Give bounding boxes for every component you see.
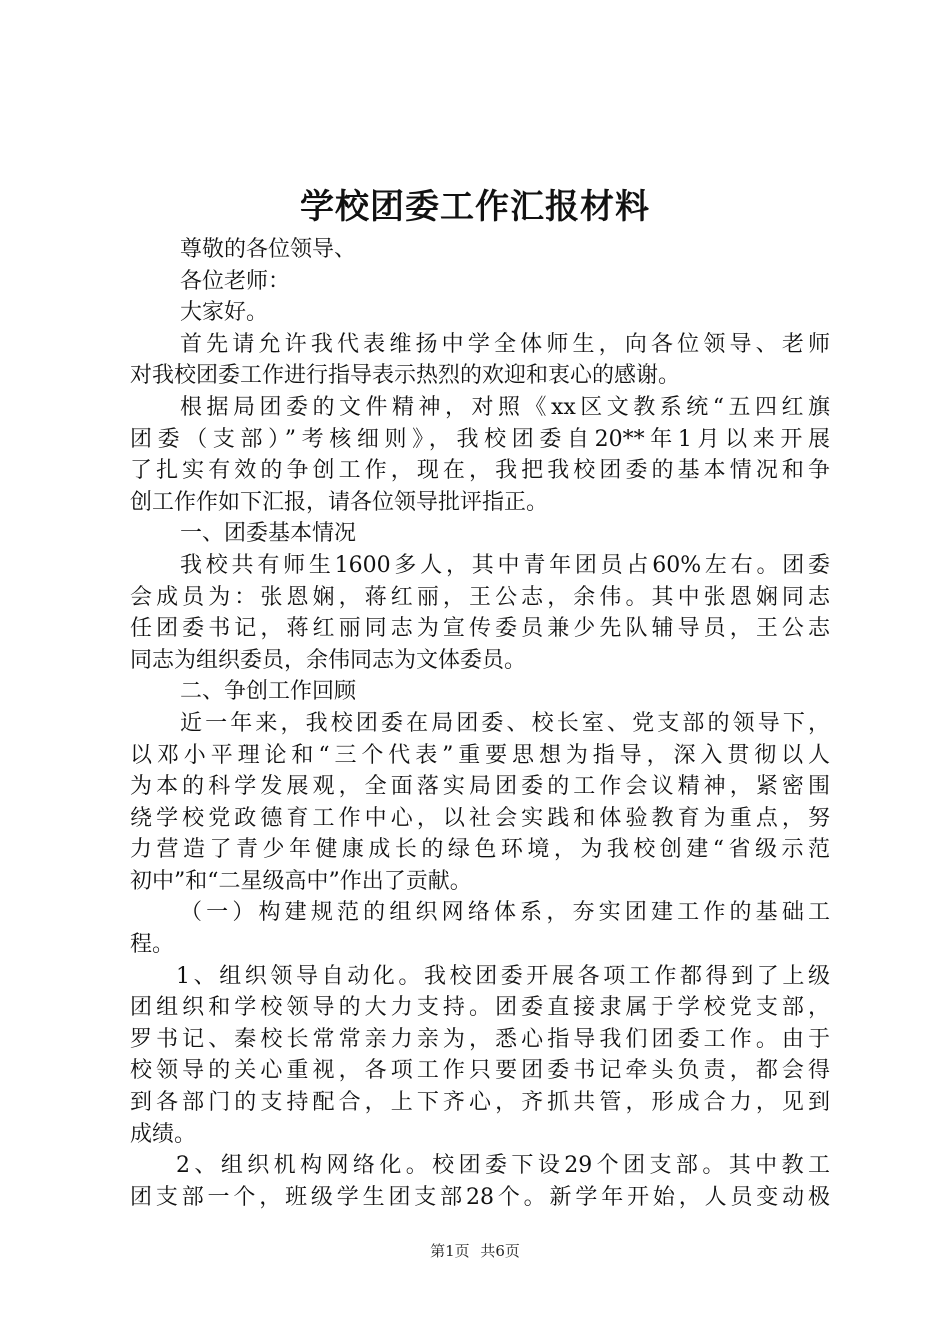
page-number: 第1页 [430,1242,470,1260]
text-line: 校领导的关心重视，各项工作只要团委书记牵头负责，都会得 [130,1058,830,1084]
document-body [130,234,830,1213]
text-line: 到各部门的支持配合，上下齐心，齐抓共管，形成合力，见到 [130,1090,830,1116]
text-line: 成绩。 [130,1121,197,1147]
text-line: 了扎实有效的争创工作，现在，我把我校团委的基本情况和争 [130,458,830,484]
text-line: 我校共有师生1600多人，其中青年团员占60%左右。团委 [180,552,830,578]
text-line: 团支部一个，班级学生团支部28个。新学年开始，人员变动极 [130,1184,830,1210]
text-line: 1、组织领导自动化。我校团委开展各项工作都得到了上级 [176,963,830,989]
text-line: （一）构建规范的组织网络体系，夯实团建工作的基础工 [180,900,830,926]
text-line: 力营造了青少年健康成长的绿色环境，为我校创建“省级示范 [130,837,830,863]
text-line: 同志为组织委员，余伟同志为文体委员。 [130,647,527,673]
text-line: 为本的科学发展观，全面落实局团委的工作会议精神，紧密围 [130,774,830,800]
page-total: 共6页 [480,1242,520,1260]
text-line: 团委（支部）”考核细则》，我校团委自20**年1月以来开展 [130,426,830,452]
text-line: 创工作作如下汇报，请各位领导批评指正。 [130,489,549,515]
text-line: 根据局团委的文件精神，对照《xx区文教系统“五四红旗 [180,394,830,420]
text-line: 程。 [130,932,175,958]
text-line: 以邓小平理论和“三个代表”重要思想为指导，深入贯彻以人 [130,742,830,768]
text-line: 绕学校党政德育工作中心，以社会实践和体验教育为重点，努 [130,805,830,831]
text-line: 尊敬的各位领导、 [180,237,357,262]
text-line: 初中”和“二星级高中”作出了贡献。 [130,868,472,894]
text-line: 一、团委基本情况 [180,521,357,547]
text-line: 任团委书记，蒋红丽同志为宣传委员兼少先队辅导员，王公志 [130,616,830,642]
text-line: 各位老师： [180,268,291,294]
text-line: 2、组织机构网络化。校团委下设29个团支部。其中教工 [176,1153,830,1179]
text-line: 罗书记、秦校长常常亲力亲为，悉心指导我们团委工作。由于 [130,1026,830,1052]
text-line: 会成员为：张恩娴，蒋红丽，王公志，余伟。其中张恩娴同志 [130,584,830,610]
text-line: 近一年来，我校团委在局团委、校长室、党支部的领导下， [180,710,830,736]
text-line: 二、争创工作回顾 [180,679,357,705]
text-line: 对我校团委工作进行指导表示热烈的欢迎和衷心的感谢。 [130,363,681,389]
page-footer [0,1241,950,1261]
text-line: 团组织和学校领导的大力支持。团委直接隶属于学校党支部， [130,995,830,1021]
document-title: 学校团委工作汇报材料 [300,187,650,227]
text-line: 大家好。 [180,300,269,326]
text-line: 首先请允许我代表维扬中学全体师生，向各位领导、老师 [180,331,830,357]
